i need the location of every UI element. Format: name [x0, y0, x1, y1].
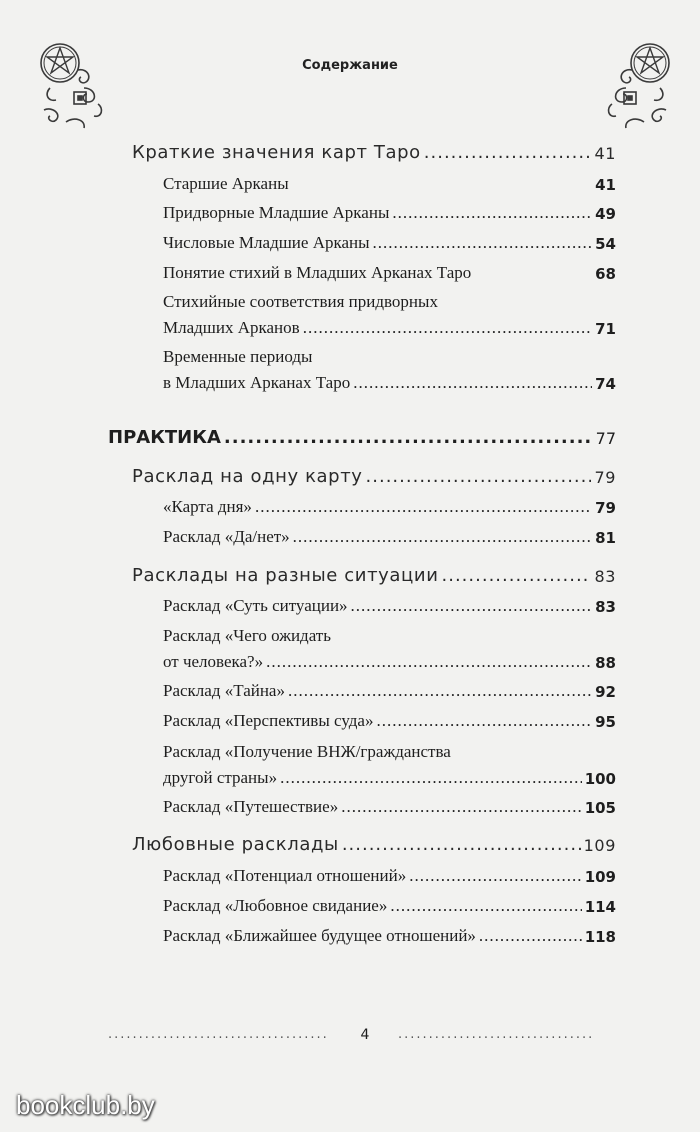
- toc-entry[interactable]: [163, 896, 616, 916]
- toc-entry-title: Расклад на одну карту: [132, 466, 363, 487]
- leader-dots: [303, 318, 592, 338]
- leader-dots: [392, 203, 592, 223]
- leader-dots: [280, 768, 582, 788]
- toc-entry[interactable]: [163, 347, 616, 393]
- leader-dots: [442, 565, 592, 586]
- toc-entry-page: 92: [595, 683, 616, 701]
- toc-entry[interactable]: [163, 174, 616, 194]
- toc-entry-page: 109: [584, 868, 616, 886]
- toc-entry-page: 68: [595, 265, 616, 283]
- leader-dots: [376, 711, 592, 731]
- toc-entry[interactable]: [132, 142, 616, 163]
- toc-entry-title: от человека?»: [163, 652, 264, 671]
- toc-entry-title: в Младших Арканах Таро: [163, 373, 351, 392]
- toc-entry-page: 41: [594, 144, 616, 163]
- leader-dots: [479, 926, 582, 946]
- toc-entry[interactable]: [163, 626, 616, 672]
- toc-entry[interactable]: [163, 233, 616, 253]
- toc-entry[interactable]: [163, 711, 616, 731]
- toc-entry[interactable]: [163, 742, 616, 788]
- toc-entry-page: 100: [584, 770, 616, 788]
- toc-entry-title: другой страны»: [163, 768, 278, 787]
- toc-entry-title: Любовные расклады: [132, 834, 339, 855]
- toc-entry-page: 83: [595, 598, 616, 616]
- toc-entry-title-line1: Расклад «Получение ВНЖ/гражданства: [163, 742, 451, 761]
- toc-entry[interactable]: [163, 866, 616, 886]
- toc-entry-title-line1: Расклад «Чего ожидать: [163, 626, 331, 645]
- toc-entry-page: 118: [584, 928, 616, 946]
- toc-entry-title: Расклад «Перспективы суда»: [163, 711, 374, 730]
- leader-dots: [288, 681, 592, 701]
- toc-entry[interactable]: [163, 797, 616, 817]
- leader-dots: [255, 497, 592, 517]
- toc-entry-title: Числовые Младшие Арканы: [163, 233, 370, 252]
- toc-entry-page: 109: [583, 836, 616, 855]
- toc-section[interactable]: [108, 427, 616, 448]
- toc-entry[interactable]: [132, 565, 616, 586]
- toc-entry-page: 41: [595, 176, 616, 194]
- toc-entry[interactable]: [163, 926, 616, 946]
- toc-entry-page: 95: [595, 713, 616, 731]
- toc-entry-title-line1: Стихийные соответствия придворных: [163, 292, 438, 311]
- toc-entry-page: 54: [595, 235, 616, 253]
- toc-entry-title: Расклад «Ближайшее будущее отношений»: [163, 926, 476, 945]
- toc-entry[interactable]: [163, 527, 616, 547]
- toc-entry-page: 81: [595, 529, 616, 547]
- toc-entry-page: 74: [595, 375, 616, 393]
- footer-dots: [398, 1027, 594, 1041]
- toc-entry[interactable]: [132, 466, 616, 487]
- toc-entry-page: 88: [595, 654, 616, 672]
- leader-dots: [390, 896, 581, 916]
- toc-entry[interactable]: [163, 596, 616, 616]
- leader-dots: [342, 834, 581, 855]
- leader-dots: [424, 142, 592, 163]
- toc-entry[interactable]: [163, 681, 616, 701]
- leader-dots: [224, 427, 593, 448]
- footer-dots: [108, 1027, 330, 1041]
- leader-dots: [266, 652, 592, 672]
- toc-entry-page: 114: [584, 898, 616, 916]
- toc-entry[interactable]: [132, 834, 616, 855]
- leader-dots: [351, 596, 593, 616]
- toc-entry-title: Расклад «Любовное свидание»: [163, 896, 388, 915]
- toc-entry[interactable]: [163, 292, 616, 338]
- toc-entry[interactable]: [163, 203, 616, 223]
- toc-entry-title: Понятие стихий в Младших Арканах Таро: [163, 263, 472, 282]
- page-number: 4: [360, 1027, 370, 1043]
- toc-entry-title: «Карта дня»: [163, 497, 252, 516]
- toc-entry-page: 49: [595, 205, 616, 223]
- leader-dots: [409, 866, 581, 886]
- toc-entry[interactable]: [163, 263, 616, 283]
- running-header: Содержание: [302, 58, 398, 73]
- toc-entry-title: Расклад «Потенциал отношений»: [163, 866, 407, 885]
- toc-entry-title: Расклад «Да/нет»: [163, 527, 290, 546]
- toc-entry-title: Расклад «Путешествие»: [163, 797, 339, 816]
- toc-entry-page: 77: [595, 429, 616, 448]
- leader-dots: [341, 797, 581, 817]
- toc-entry-title: Придворные Младшие Арканы: [163, 203, 390, 222]
- toc-entry[interactable]: [163, 497, 616, 517]
- toc-entry-title: Краткие значения карт Таро: [132, 142, 421, 163]
- toc-entry-page: 105: [584, 799, 616, 817]
- toc-entry-page: 71: [595, 320, 616, 338]
- pentacle-ornament-icon: [38, 40, 116, 130]
- pentacle-ornament-icon: [594, 40, 672, 130]
- leader-dots: [366, 466, 592, 487]
- toc-entry-title: Расклад «Тайна»: [163, 681, 285, 700]
- toc-entry-title-line1: Временные периоды: [163, 347, 313, 366]
- leader-dots: [353, 373, 592, 393]
- leader-dots: [293, 527, 592, 547]
- watermark: bookclub.by: [16, 1090, 155, 1120]
- toc-entry-title: Расклад «Суть ситуации»: [163, 596, 348, 615]
- leader-dots: [373, 233, 593, 253]
- toc-entry-page: 83: [594, 567, 616, 586]
- toc-entry-title: Старшие Арканы: [163, 174, 289, 193]
- toc-entry-page: 79: [595, 499, 616, 517]
- toc-entry-title: Младших Арканов: [163, 318, 300, 337]
- toc-entry-title: Расклады на разные ситуации: [132, 565, 439, 586]
- toc-entry-title: ПРАКТИКА: [108, 427, 221, 448]
- toc-entry-page: 79: [594, 468, 616, 487]
